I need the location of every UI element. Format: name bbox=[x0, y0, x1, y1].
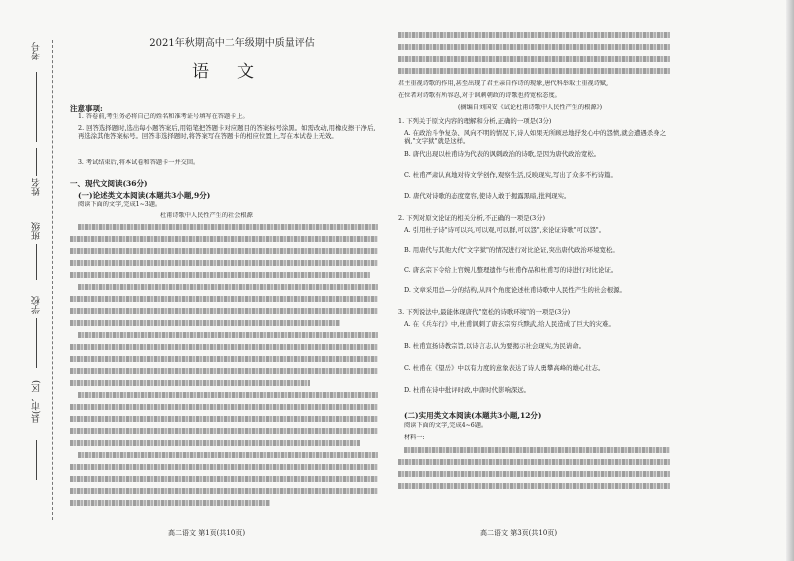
body-text-line bbox=[70, 296, 378, 302]
page-footer-left: 高二语文 第1页(共10页) bbox=[168, 529, 246, 537]
body-text-line bbox=[70, 464, 378, 470]
body-text-line bbox=[70, 272, 370, 278]
body-text-line bbox=[398, 32, 670, 38]
section-2-heading: (二)实用类文本阅读(本题共3小题,12分) bbox=[404, 411, 542, 420]
body-text-line bbox=[78, 452, 378, 458]
question-1-option-d: D. 唐代对诗歌的态度宽容,使诗人敢于揭露黑暗,批判现实。 bbox=[404, 192, 571, 200]
field-banji[interactable] bbox=[36, 244, 37, 280]
notice-3: 3. 考试结束后,将本试卷和答题卡一并交回。 bbox=[78, 159, 200, 166]
body-text-line bbox=[70, 356, 378, 362]
question-1-option-a: A. 在政治斗争复杂、风向不明的情况下,诗人如果无所顾忌地抒发心中的怨愤,就会遭遇杀身之祸,"文字狱"就是这样。 bbox=[404, 129, 666, 145]
body-text-line bbox=[70, 308, 378, 314]
body-text-line bbox=[70, 260, 378, 266]
body-text-line bbox=[70, 368, 378, 374]
question-1-option-c: C. 杜甫严肃认真地对待文学创作,观察生活,反映现实,写出了众多不朽诗篇。 bbox=[404, 171, 617, 179]
question-3-option-b: B. 杜甫宣扬诗教宗旨,以诗言志,认为要揭示社会现实,为民请命。 bbox=[404, 342, 586, 350]
notice-2: 2. 回答选择题时,选出每小题答案后,用铅笔把答题卡对应题目的答案标号涂黑。如需改动,用橡皮擦干净后,再选涂其他答案标号。回答非选择题时,将答案写在答题卡的相应位置上,写在本试卷上无效。 bbox=[78, 124, 376, 140]
question-1-option-b: B. 唐代出现以杜甫诗为代表的讽刺政治的诗歌,是因为唐代政治宽松。 bbox=[404, 150, 601, 158]
question-3-option-a: A. 在《兵车行》中,杜甫讽刺了唐玄宗穷兵黩武,给人民造成了巨大的灾难。 bbox=[404, 320, 615, 328]
body-text-line bbox=[70, 380, 310, 386]
field-kaohao[interactable] bbox=[36, 72, 37, 142]
label-xianqu: 县(市、区) bbox=[32, 380, 42, 424]
field-xianqu[interactable] bbox=[36, 440, 37, 480]
reading-instruction: 阅读下面的文字,完成1~3题。 bbox=[78, 201, 162, 208]
section-1-heading: 一、现代文阅读(36分) bbox=[70, 179, 148, 188]
body-text-line bbox=[70, 236, 378, 242]
field-xuexiao[interactable] bbox=[36, 318, 37, 368]
question-1: 1. 下列关于原文内容的理解和分析,正确的一项是(3分) bbox=[398, 117, 552, 125]
question-3: 3. 下列说法中,最能体现唐代"宽松的诗歌环境"的一项是(3分) bbox=[398, 308, 571, 316]
section-1-1-heading: (一)论述类文本阅读(本题共3小题,9分) bbox=[78, 191, 211, 200]
source-citation: (摘编自刘国安《试论杜甫诗歌中人民性产生的根源》) bbox=[458, 104, 603, 111]
label-kaohao: 考号 bbox=[32, 42, 42, 60]
body-text-line bbox=[398, 471, 670, 477]
question-2-option-d: D. 文章采用总—分的结构,从四个角度论述杜甫诗歌中人民性产生的社会根源。 bbox=[404, 286, 626, 294]
body-text-line bbox=[70, 428, 378, 434]
question-2-option-a: A. 引用杜子诗"诗可以兴,可以观,可以群,可以怨",来论证诗歌"可以怨"。 bbox=[404, 226, 606, 234]
body-text-line bbox=[78, 332, 378, 338]
body-text-line bbox=[70, 404, 378, 410]
material-label: 材料一: bbox=[404, 434, 425, 441]
label-xingming: 姓名 bbox=[32, 178, 42, 196]
label-banji: 班级 bbox=[32, 222, 42, 240]
body-text-line bbox=[70, 416, 378, 422]
page-footer-right: 高二语文 第3页(共10页) bbox=[480, 529, 558, 537]
body-text-line bbox=[78, 224, 378, 230]
notice-title: 注意事项: bbox=[70, 104, 103, 113]
body-text-line bbox=[404, 447, 670, 453]
body-text-line bbox=[398, 459, 670, 465]
body-text-line bbox=[70, 440, 360, 446]
body-text-line bbox=[70, 488, 378, 494]
field-xingming[interactable] bbox=[36, 148, 37, 176]
article-title: 杜甫诗歌中人民性产生的社会根源 bbox=[160, 212, 253, 219]
question-2: 2. 下列对原文论证的相关分析,不正确的一项是(3分) bbox=[398, 214, 546, 222]
body-text-line bbox=[70, 320, 340, 326]
label-xuexiao: 学校 bbox=[32, 296, 42, 314]
binding-line bbox=[52, 40, 53, 520]
subject-title: 语文 bbox=[192, 62, 282, 82]
binding-margin bbox=[0, 0, 62, 561]
body-text-line bbox=[78, 392, 378, 398]
question-3-option-c: C. 杜甫在《望岳》中以有力度的意象表达了诗人勇攀高峰的雄心壮志。 bbox=[404, 364, 605, 372]
question-3-option-d: D. 杜甫在诗中批评时政,中唐时代影响深远。 bbox=[404, 386, 531, 394]
body-text-line bbox=[398, 44, 670, 50]
intro-line-b: 在位者对诗歌有所容忍,对于讽刺朝政的诗歌也持宽松态度。 bbox=[398, 92, 561, 99]
body-text-line bbox=[70, 344, 378, 350]
reading-instruction-2: 阅读下面的文字,完成4~6题。 bbox=[404, 422, 488, 429]
exam-title: 2021年秋期高中二年级期中质量评估 bbox=[149, 38, 315, 49]
body-text-line bbox=[78, 284, 378, 290]
body-text-line bbox=[70, 500, 270, 506]
body-text-line bbox=[398, 483, 670, 489]
body-text-line bbox=[398, 56, 670, 62]
question-2-option-c: C. 唐玄宗下令给上官婉儿整理遗作与杜甫作品和杜甫写的诗进行对比论证。 bbox=[404, 266, 618, 274]
scan-edge bbox=[786, 0, 794, 561]
body-text-line bbox=[398, 68, 670, 74]
question-2-option-b: B. 用唐代与其他大代"文字狱"的情况进行对比论证,突出唐代政治环境宽松。 bbox=[404, 246, 619, 254]
notice-1: 1. 答卷前,考生务必将自己的姓名和准考证号填写在答题卡上。 bbox=[78, 113, 249, 120]
intro-line-a: 君主重视诗歌的作用,甚至出现了君主亲自作诗的现象,唐代科举取士重视诗赋, bbox=[398, 80, 609, 87]
body-text-line bbox=[70, 476, 378, 482]
body-text-line bbox=[70, 248, 378, 254]
